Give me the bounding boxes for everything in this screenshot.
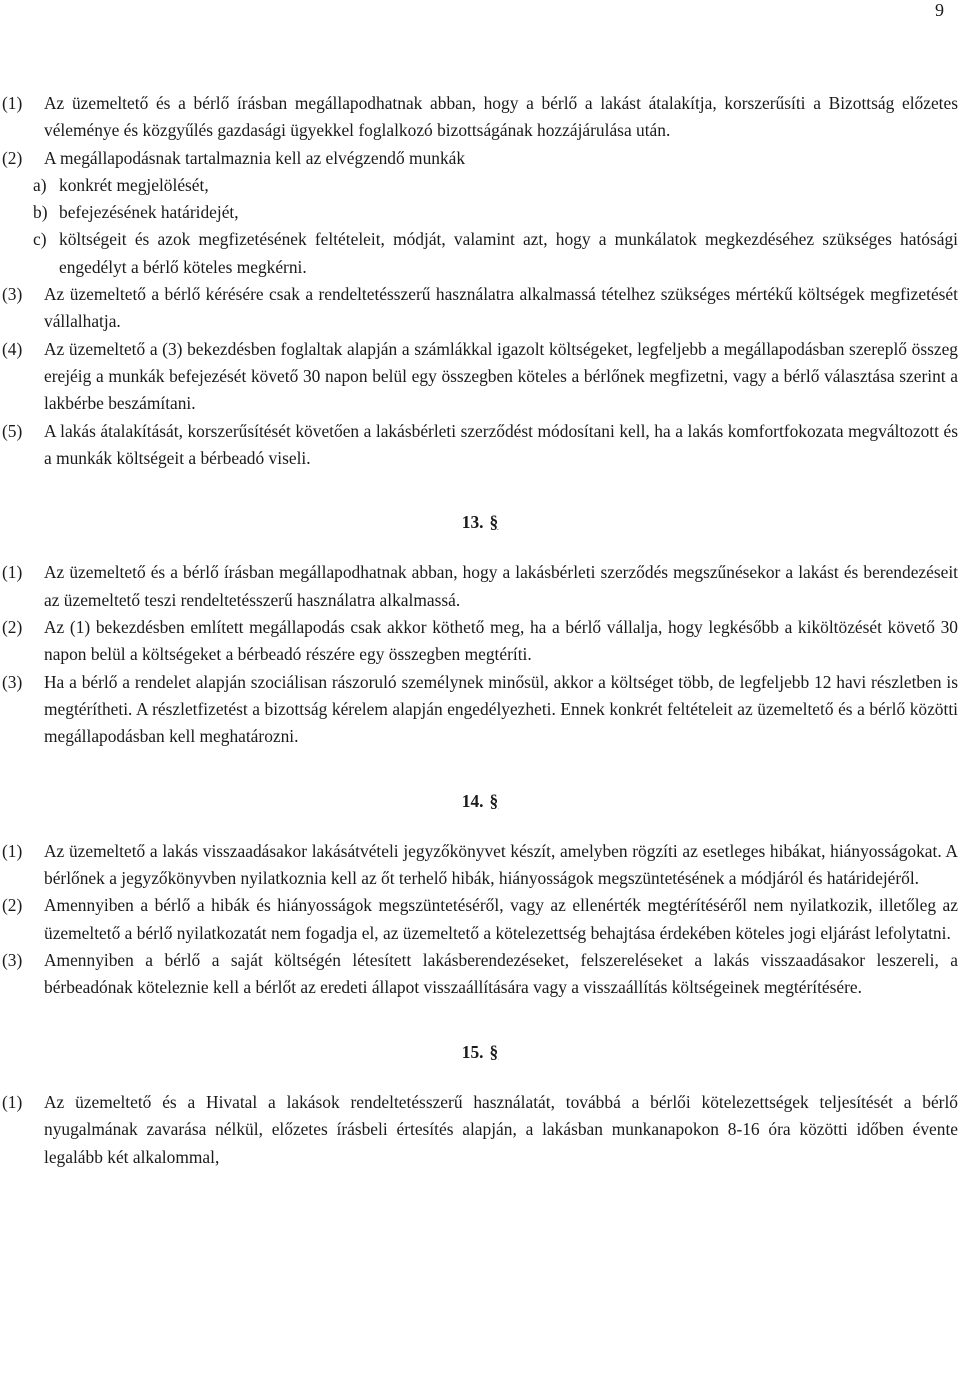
document-body xyxy=(2,90,958,1171)
section-symbol: § xyxy=(489,1041,499,1062)
section-symbol: § xyxy=(489,790,499,811)
paragraph-number: (4) xyxy=(2,338,23,359)
paragraph-number: (2) xyxy=(2,147,23,168)
paragraph-12-4 xyxy=(2,336,958,418)
paragraph-number: (1) xyxy=(2,562,23,583)
paragraph-number: (2) xyxy=(2,617,23,638)
paragraph-text: Amennyiben a bérlő a hibák és hiányosságok megszüntetéséről, vagy az ellenérték megtérítéséről nem nyilatkozik, illetőleg az üzemeltető a bérlő nyilatkozatát nem fogadja el, az üzemeltető a kötelezettség behajtása érdekében köteles jogi eljárást lefolytatni. xyxy=(44,895,958,943)
list-item xyxy=(2,199,958,226)
paragraph-text: Az üzemeltető a bérlő kérésére csak a rendeltetésszerű használatra alkalmassá tételhez szükséges mértékű költségek megfizetését vállalhatja. xyxy=(44,284,958,332)
list-item-letter: b) xyxy=(33,202,48,223)
paragraph-text: Az üzemeltető és a bérlő írásban megállapodhatnak abban, hogy a bérlő a lakást átalakítja, korszerűsíti a Bizottság előzetes véleménye és közgyűlés gazdasági ügyekkel foglalkozó bizottságának hozzájárulása után. xyxy=(44,93,958,141)
paragraph-14-1 xyxy=(2,838,958,893)
list-item xyxy=(2,226,958,281)
section-number: 15. xyxy=(461,1041,484,1062)
paragraph-number: (3) xyxy=(2,284,23,305)
paragraph-12-2 xyxy=(2,145,958,172)
paragraph-14-2 xyxy=(2,892,958,947)
paragraph-13-1 xyxy=(2,559,958,614)
list-item-text: befejezésének határidejét, xyxy=(59,202,239,223)
paragraph-14-3 xyxy=(2,947,958,1002)
paragraph-text: Az üzemeltető a lakás visszaadásakor lakásátvételi jegyzőkönyvet készít, amelyben rögzíti az esetleges hibákat, hiányosságokat. A bérlőnek a jegyzőkönyvben nyilatkoznia kell az őt terhelő hibák, hiányosságok megszüntetésének a módjáról és határidejéről. xyxy=(44,840,958,889)
paragraph-number: (5) xyxy=(2,420,23,441)
paragraph-number: (3) xyxy=(2,671,23,692)
page-number: 9 xyxy=(935,0,944,20)
work-items-list xyxy=(2,172,958,281)
paragraph-number: (3) xyxy=(2,950,23,971)
section-heading-13 xyxy=(2,509,958,536)
paragraph-intro: A megállapodásnak tartalmaznia kell az elvégzendő munkák xyxy=(44,147,466,168)
paragraph-text: Az üzemeltető és a bérlő írásban megállapodhatnak abban, hogy a lakásbérleti szerződés megszűnésekor a lakást és berendezéseit az üzemeltető teszi rendeltetésszerű használatra alkalmassá. xyxy=(44,562,958,610)
paragraph-text: Az üzemeltető a (3) bekezdésben foglaltak alapján a számlákkal igazolt költségeket, legfeljebb a megállapodásban szereplő összeg erejéig a munkák befejezését követő 30 napon belül egy összegben köteles a bérlőnek megfizetni, vagy a bérlő választása szerint a lakbérbe beszámítani. xyxy=(44,338,958,414)
section-heading-14 xyxy=(2,788,958,815)
section-number: 14. xyxy=(461,790,484,811)
paragraph-12-1 xyxy=(2,90,958,145)
paragraph-text: Az (1) bekezdésben említett megállapodás csak akkor köthető meg, ha a bérlő vállalja, hogy legkésőbb a kiköltözését követő 30 napon belül a költségeket a bérbeadó részére egy összegben megtéríti. xyxy=(44,617,958,665)
list-item-text: konkrét megjelölését, xyxy=(59,174,209,195)
paragraph-number: (1) xyxy=(2,93,23,113)
list-item-letter: a) xyxy=(33,174,47,195)
list-item xyxy=(2,172,958,199)
paragraph-text: A lakás átalakítását, korszerűsítését követően a lakásbérleti szerződést módosítani kell, ha a lakás komfortfokozata megváltozott és a munkák költségeit a bérbeadó viseli. xyxy=(44,420,958,468)
paragraph-13-2 xyxy=(2,614,958,669)
paragraph-text: Amennyiben a bérlő a saját költségén létesített lakásberendezéseket, felszereléseket a lakás visszaadásakor leszereli, a bérbeadónak köteleznie kell a bérlőt az eredeti állapot visszaállítására vagy a visszaállítás költségeinek megtérítésére. xyxy=(44,950,958,998)
list-item-letter: c) xyxy=(33,229,47,250)
section-symbol: § xyxy=(489,512,499,533)
paragraph-15-1 xyxy=(2,1089,958,1171)
section-heading-15 xyxy=(2,1039,958,1066)
section-number: 13. xyxy=(461,512,484,533)
list-item-text: költségeit és azok megfizetésének feltételeit, módját, valamint azt, hogy a munkálatok megkezdéséhez szükséges hatósági engedélyt a bérlő köteles megkérni. xyxy=(59,229,958,277)
paragraph-12-5 xyxy=(2,418,958,473)
paragraph-13-3 xyxy=(2,669,958,751)
paragraph-text: Az üzemeltető és a Hivatal a lakások rendeltetésszerű használatát, továbbá a bérlői kötelezettségek teljesítését a bérlő nyugalmának zavarása nélkül, előzetes írásbeli értesítés alapján, a lakásban munkanapokon 8-16 óra közötti időben évente legalább két alkalommal, xyxy=(44,1091,958,1167)
paragraph-text: Ha a bérlő a rendelet alapján szociálisan rászoruló személynek minősül, akkor a költséget több, de legfeljebb 12 havi részletben is megtérítheti. A részletfizetést a bizottság kérelem alapján engedélyezheti. Ennek konkrét feltételeit az üzemeltető és a bérlő közötti megállapodásban kell meghatározni. xyxy=(44,671,958,747)
paragraph-12-3 xyxy=(2,281,958,336)
paragraph-number: (2) xyxy=(2,895,23,916)
paragraph-number: (1) xyxy=(2,1091,23,1112)
paragraph-number: (1) xyxy=(2,840,23,861)
